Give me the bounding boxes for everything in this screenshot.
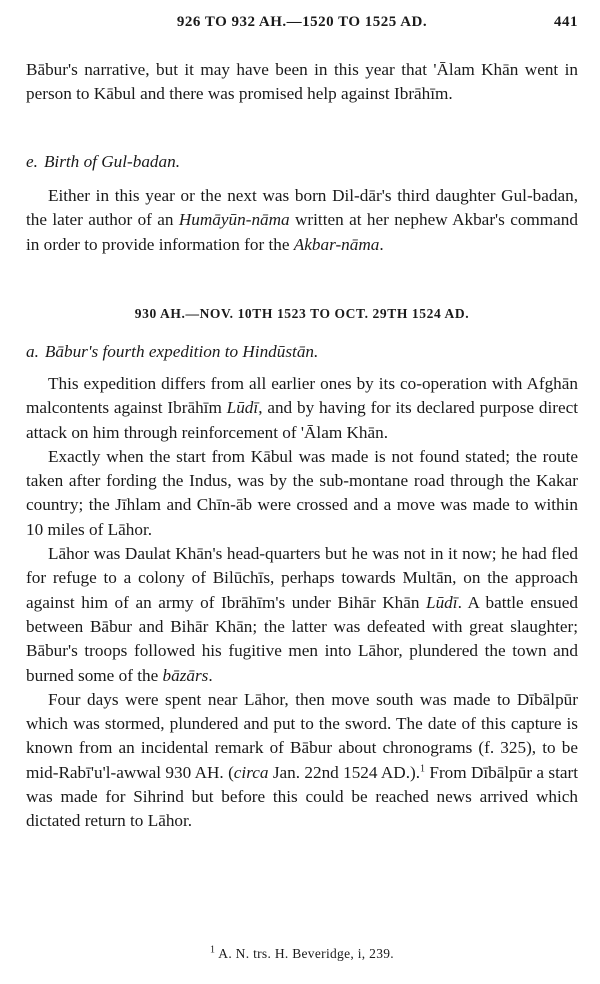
section-e-text-1: Either in this year or the next was born Dil-dār's third daughter Gul-badan, the later author of an [26,186,578,230]
section-e-title: Birth of Gul-badan. [43,152,181,171]
intro-paragraph: Bābur's narrative, but it may have been in this year that 'Ālam Khān went in person to Kābul and there was promised help against Ibrāhīm. [26,60,578,104]
akbar-nama-title: Akbar-nāma [293,234,380,254]
p3-text-c: . [208,665,213,685]
section-a [26,340,578,834]
section-a-paragraph-4 [26,688,578,834]
section-e-heading [26,150,578,174]
section-a-paragraph-1 [26,372,578,445]
p4-circa: circa [233,762,269,782]
p1-text-b: , and by having for its declared purpose direct attack on him through reinforcement of 'Ālam Khān. [26,398,578,442]
running-header [26,14,578,38]
p4-text-c: From Dībālpūr a start was made for Sihrind but before this could be reached news arrived which dictated return to Lāhor. [26,762,579,831]
page-number: 441 [554,14,578,30]
section-e-text-3: . [379,234,384,254]
footnote [26,946,578,962]
section-e-text-2: written at her nephew Akbar's command in order to provide information for the [26,210,578,254]
p3-text-b: . A battle ensued between Bābur and Bihār Khān; the latter was defeated with great slaughter; Bābur's troops followed his fugitive men into Lāhor, plundered the town and burned some of the [26,592,578,685]
section-a-paragraph-2: Exactly when the start from Kābul was made is not found stated; the route taken after fording the Indus, was by the sub-montane road through the Kakar country; the Jīhlam and Chīn-āb were crossed and a move was made to within 10 miles of Lāhor. [26,446,578,539]
section-a-paragraph-3 [26,542,578,688]
footnote-reference[interactable]: 1 [420,763,426,775]
section-e [26,150,578,257]
footnote-text: A. N. trs. H. Beveridge, i, 239. [218,946,394,961]
footnote-marker: 1 [210,944,216,956]
p3-bazars: bāzārs [162,665,209,685]
p4-text-a: Four days were spent near Lāhor, then move south was made to Dībālpūr which was stormed, plundered and put to the sword. The date of this capture is known from an incidental remark of Bābur about chronograms (f. 325), to be mid-Rabī'u'l-awwal 930 AH. ( [26,689,578,782]
intro-block [26,58,578,107]
p1-text-a: This expedition differs from all earlier ones by its co-operation with Afghān malcontents against Ibrāhīm [26,374,578,418]
year-heading: 930 AH.—NOV. 10TH 1523 TO OCT. 29TH 1524 AD. [134,306,470,321]
section-a-heading [26,340,578,364]
humayun-nama-title: Humāyūn-nāma [178,210,290,230]
p3-text-a: Lāhor was Daulat Khān's head-quarters but he was not in it now; he had fled for refuge to a colony of Bilūchīs, perhaps towards Multān, on the approach against him of an army of Ibrāhīm's under Bihār Khān [26,544,578,612]
p3-ludi: Lūdī [426,592,458,612]
p4-text-b: Jan. 22nd 1524 AD.). [268,762,421,782]
section-e-paragraph [26,184,578,257]
running-title: 926 TO 932 AH.—1520 TO 1525 AD. [176,14,428,30]
section-a-title: Bābur's fourth expedition to Hindūstān. [44,342,319,361]
section-a-letter: a. [26,342,39,361]
section-e-letter: e. [26,152,38,171]
p1-ludi: Lūdī [226,398,259,418]
